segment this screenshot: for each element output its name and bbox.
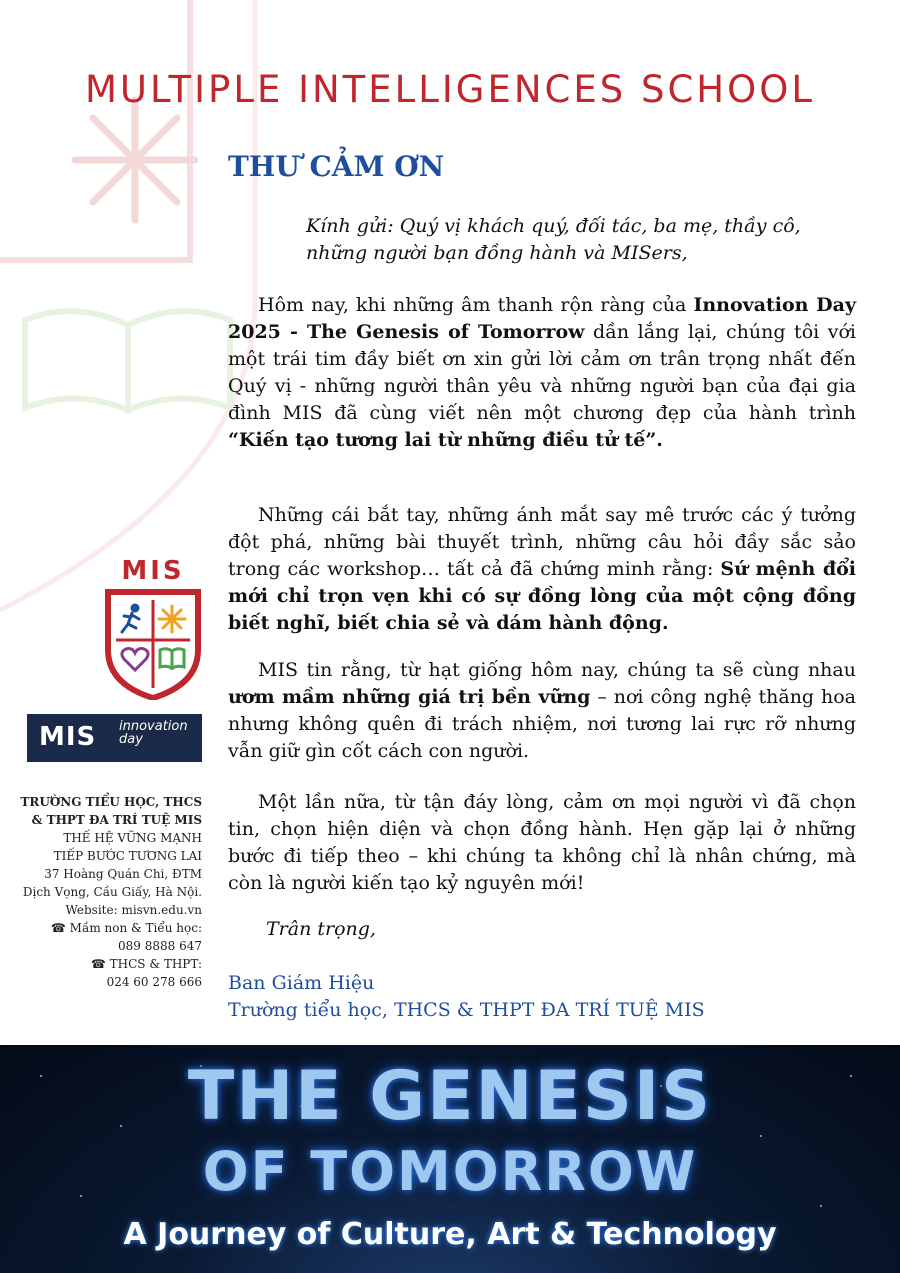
paragraph-3-text: MIS tin rằng, từ hạt giống hôm nay, chúng ta sẽ cùng nhau [258, 659, 856, 681]
event-name: Innovation Day 2025 - The Genesis of Tomorrow [228, 294, 856, 343]
paragraph-1 [228, 292, 856, 454]
salutation: Kính gửi: Quý vị khách quý, đối tác, ba mẹ, thầy cô, những người bạn đồng hành và MISers, [306, 215, 801, 264]
paragraph-3 [228, 657, 856, 765]
mission-statement: Sứ mệnh đổi mới chỉ trọn vẹn khi có sự đồng lòng của một cộng đồng biết nghĩ, biết chia sẻ và dám hành động. [228, 558, 856, 634]
contact-website: Website: misvn.edu.vn [65, 903, 202, 917]
paragraph-2-text: Những cái bắt tay, những ánh mắt say mê trước các ý tưởng đột phá, những bài thuyết trình, những câu hỏi đầy sắc sảo trong các workshop… tất cả đã chứng minh rằng: [228, 504, 856, 580]
innovation-day-badge [27, 714, 202, 762]
badge-innovation-line2: day [119, 732, 143, 747]
paragraph-4 [228, 789, 856, 897]
badge-innovation-text [119, 720, 188, 746]
values-highlight: ươm mầm những giá trị bền vững [228, 686, 591, 708]
genesis-banner [0, 1045, 900, 1273]
banner-title-line1: THE GENESIS [187, 1057, 713, 1136]
school-name: MULTIPLE INTELLIGENCES SCHOOL [84, 68, 815, 111]
paragraph-3-text-cont: – nơi công nghệ thăng hoa nhưng không quên đi trách nhiệm, nơi tương lai rực rỡ nhưng vẫn giữ gìn cốt cách con người. [228, 686, 856, 762]
letter-title: THƯ CẢM ƠN [228, 150, 445, 183]
signature-block [228, 970, 705, 1024]
signer-title: Ban Giám Hiệu [228, 972, 375, 994]
book-watermark-icon [25, 311, 230, 410]
contact-phone-secondary: 024 60 278 666 [106, 975, 202, 989]
contact-info [20, 793, 202, 991]
signer-school: Trường tiểu học, THCS & THPT ĐA TRÍ TUỆ MIS [228, 999, 705, 1021]
contact-phone-primary-label: ☎ Mầm non & Tiểu học: [50, 921, 202, 935]
contact-school-line2: & THPT ĐA TRÍ TUỆ MIS [31, 813, 202, 827]
logo-text: MIS [121, 556, 185, 586]
badge-mis-text: MIS [39, 722, 97, 752]
paragraph-2 [228, 502, 856, 637]
badge-innovation-line1: innovation [119, 719, 188, 734]
mis-logo [104, 556, 202, 702]
contact-phone-secondary-label: ☎ THCS & THPT: [90, 957, 202, 971]
banner-subtitle: A Journey of Culture, Art & Technology [123, 1217, 777, 1252]
sun-watermark-icon [75, 100, 195, 220]
contact-school-line1: TRƯỜNG TIỂU HỌC, THCS [20, 795, 202, 809]
paragraph-1-text-cont: dần lắng lại, chúng tôi với một trái tim đầy biết ơn xin gửi lời cảm ơn trân trọng nhất đến Quý vị - những người thân yêu và những người bạn của đại gia đình MIS đã cùng viết nên một chương đẹp của hành trình [228, 321, 856, 424]
paragraph-4-text: Một lần nữa, từ tận đáy lòng, cảm ơn mọi người vì đã chọn tin, chọn hiện diện và chọn đồng hành. Hẹn gặp lại ở những bước đi tiếp theo – khi chúng ta không chỉ là nhân chứng, mà còn là người kiến tạo kỷ nguyên mới! [228, 791, 856, 894]
paragraph-1-text: Hôm nay, khi những âm thanh rộn ràng của [258, 294, 694, 316]
contact-slogan-line1: THẾ HỆ VỮNG MẠNH [63, 831, 202, 845]
contact-phone-primary: 089 8888 647 [118, 939, 202, 953]
banner-title-line2: OF TOMORROW [202, 1140, 698, 1203]
shield-icon [104, 588, 202, 700]
contact-slogan-line2: TIẾP BƯỚC TƯƠNG LAI [53, 849, 202, 863]
sun-icon [159, 606, 185, 632]
contact-address-line2: Dịch Vọng, Cầu Giấy, Hà Nội. [22, 885, 202, 899]
closing: Trân trọng, [266, 918, 376, 940]
journey-quote: “Kiến tạo tương lai từ những điều tử tế”. [228, 429, 663, 451]
contact-address-line1: 37 Hoàng Quán Chi, ĐTM [44, 867, 202, 881]
